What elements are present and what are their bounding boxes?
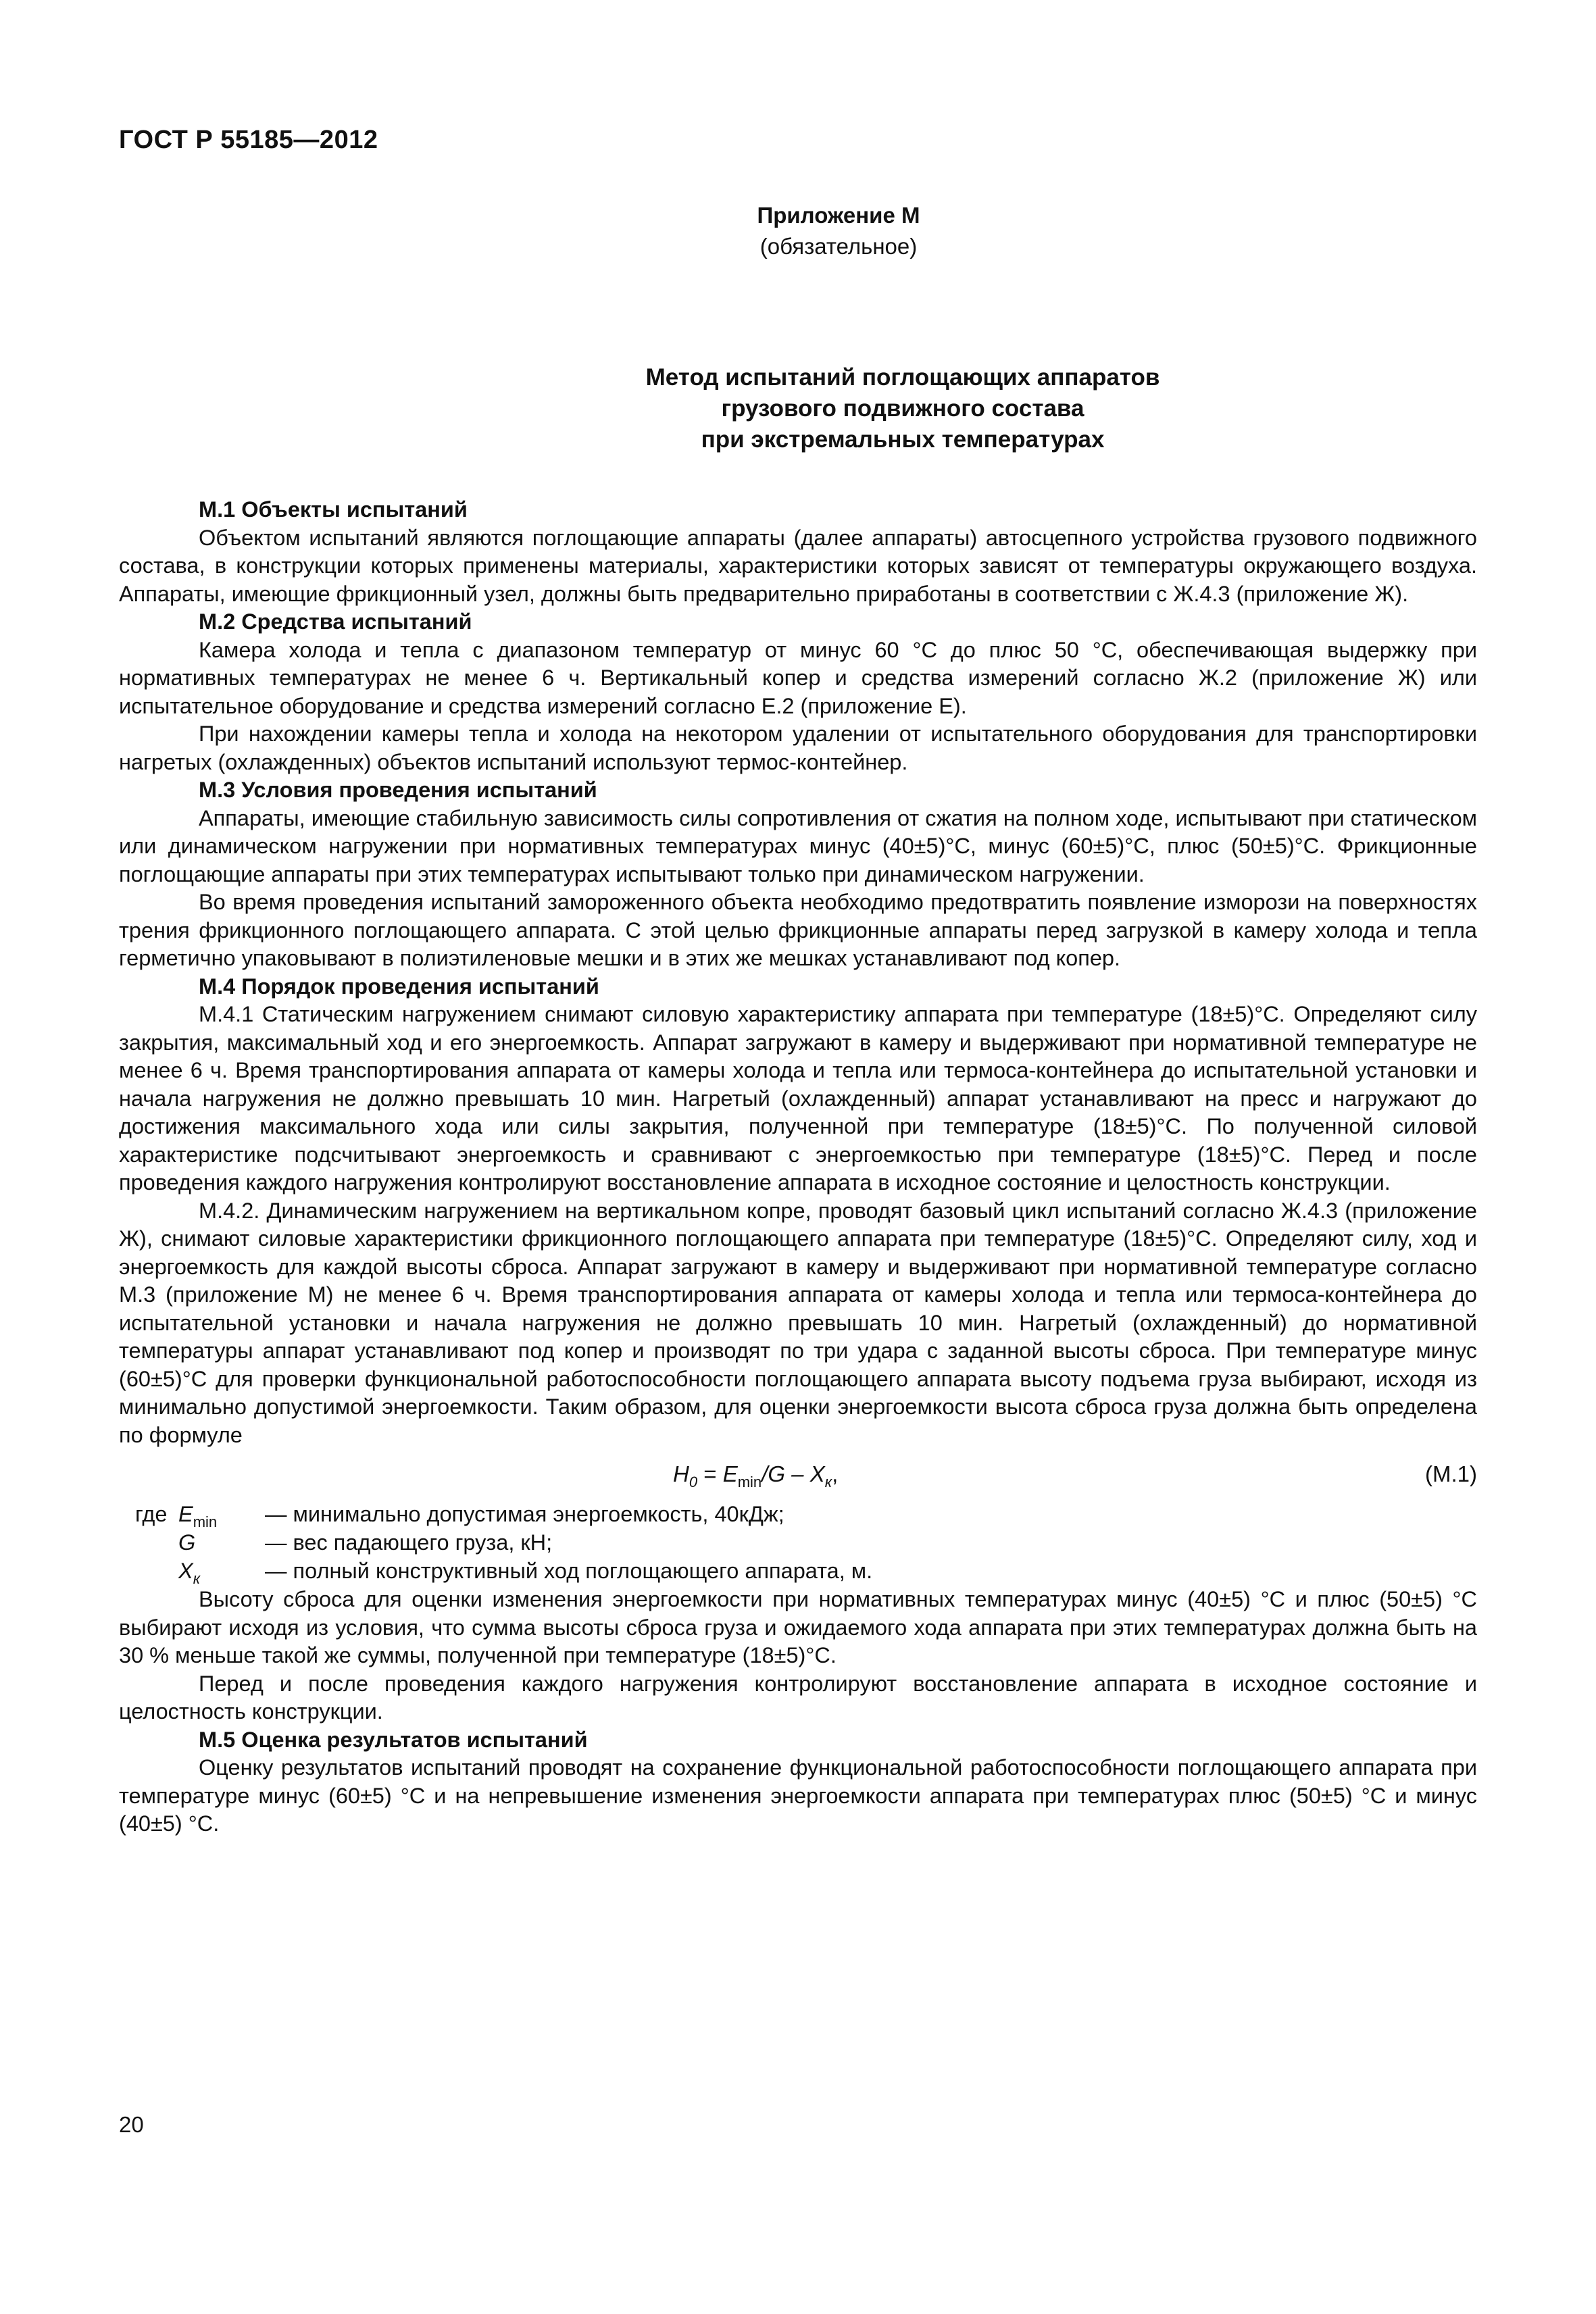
legend-row <box>119 1529 1477 1557</box>
formula-expression <box>673 1460 838 1496</box>
document-title-line-1: Метод испытаний поглощающих аппаратов <box>645 364 1160 391</box>
annex-title: Приложение М <box>757 203 920 228</box>
legend-symbol-letter: E <box>178 1502 193 1526</box>
paragraph: Высоту сброса для оценки изменения энергоемкости при нормативных температурах минус (40±5) °С и плюс (50±5) °С выбирают исходя из условия, что сумма высоты сброса груза и ожидаемого хода аппарата при этих температурах должна быть на 30 % меньше такой же суммы, полученной при температуре (18±5)°С. <box>119 1587 1477 1667</box>
legend-symbol-letter: G <box>178 1530 196 1555</box>
annex-block <box>0 200 1596 262</box>
legend-symbol-subscript: к <box>193 1570 201 1587</box>
paragraph: М.4.2. Динамическим нагружением на вертикальном копре, проводят базовый цикл испытаний согласно Ж.4.3 (приложение Ж), снимают силовые характеристики фрикционного поглощающего аппарата при температуре (18±5)°С. Определяют силу, ход и энергоемкость для каждой высоты сброса. Аппарат загружают в камеру и выдерживают при нормативной температуре согласно М.3 (приложение М) не менее 6 ч. Время транспортирования аппарата от камеры холода и тепла или термоса-контейнера до испытательной установки и начала нагружения не должно превышать 10 мин. Нагретый (охлажденный) до нормативной температуры аппарат устанавливают под копер и производят по три удара с заданной высоты сброса. При температуре минус (60±5)°С для проверки функциональной работоспособности поглощающего аппарата высоту подъема груза выбирают, исходя из минимально допустимой энергоемкости. Таким образом, для оценки энергоемкости высота сброса груза должна быть определена по формуле <box>119 1198 1477 1447</box>
page-header-standard-id: ГОСТ Р 55185—2012 <box>119 126 378 154</box>
paragraph: Перед и после проведения каждого нагружения контролируют восстановление аппарата в исходное состояние и целостность конструкции. <box>119 1671 1477 1724</box>
formula-operator: /G – <box>762 1461 810 1486</box>
paragraph: Во время проведения испытаний замороженного объекта необходимо предотвратить появление изморози на поверхностях трения фрикционного поглощающего аппарата. С этой целью фрикционные аппараты перед загрузкой в камеру холода и тепла герметично упаковывают в полиэтиленовые мешки и в этих же мешках устанавливают под копер. <box>119 890 1477 970</box>
formula-operator: = <box>697 1461 723 1486</box>
formula-symbol-e: E <box>722 1461 738 1486</box>
formula-m1 <box>119 1457 1477 1499</box>
legend-symbol-subscript: min <box>193 1513 218 1530</box>
legend-description: — минимально допустимая энергоемкость, 40кДж; <box>265 1502 784 1526</box>
section-heading-m5: М.5 Оценка результатов испытаний <box>199 1727 588 1752</box>
legend-description: — полный конструктивный ход поглощающего аппарата, м. <box>265 1559 873 1583</box>
formula-subscript: 0 <box>689 1474 698 1490</box>
document-title <box>0 362 1596 455</box>
paragraph: Камера холода и тепла с диапазоном температур от минус 60 °С до плюс 50 °С, обеспечивающая выдержку при нормативных температурах не менее 6 ч. Вертикальный копер и средства измерений согласно Ж.2 (приложение Ж) или испытательное оборудование и средства измерений согласно Е.2 (приложение Е). <box>119 637 1477 718</box>
formula-subscript: к <box>824 1474 832 1490</box>
legend-row <box>119 1501 1477 1529</box>
formula-subscript: min <box>737 1474 762 1490</box>
legend-symbol-letter: X <box>178 1559 193 1583</box>
section-heading-m4: М.4 Порядок проведения испытаний <box>199 974 599 999</box>
formula-punctuation: , <box>832 1461 839 1486</box>
paragraph: При нахождении камеры тепла и холода на некотором удалении от испытательного оборудования для транспортировки нагретых (охлажденных) объектов испытаний используют термос-контейнер. <box>119 722 1477 774</box>
annex-status: (обязательное) <box>759 234 918 259</box>
document-title-line-3: при экстремальных температурах <box>701 426 1105 453</box>
document-title-line-2: грузового подвижного состава <box>721 395 1084 422</box>
page-number: 20 <box>119 2112 144 2137</box>
paragraph: Оценку результатов испытаний проводят на сохранение функциональной работоспособности поглощающего аппарата при температуре минус (60±5) °С и на непревышение изменения энергоемкости аппарата при температурах плюс (50±5) °С и минус (40±5) °С. <box>119 1755 1477 1836</box>
paragraph: Объектом испытаний являются поглощающие аппараты (далее аппараты) автосцепного устройства грузового подвижного состава, в конструкции которых применены материалы, характеристики которых зависят от температуры окружающего воздуха. Аппараты, имеющие фрикционный узел, должны быть предварительно приработаны в соответствии с Ж.4.3 (приложение Ж). <box>119 525 1477 606</box>
legend-symbol <box>178 1557 200 1593</box>
section-heading-m2: М.2 Средства испытаний <box>199 609 472 634</box>
paragraph: М.4.1 Статическим нагружением снимают силовую характеристику аппарата при температуре (18±5)°С. Определяют силу закрытия, максимальный ход и его энергоемкость. Аппарат загружают в камеру и выдерживают при нормативной температуре не менее 6 ч. Время транспортирования аппарата от камеры холода и тепла или термоса-контейнера до испытательной установки и начала нагружения не должно превышать 10 мин. Нагретый (охлажденный) аппарат устанавливают на пресс и нагружают до достижения максимального хода или силы закрытия, полученной при температуре (18±5)°С. По полученной силовой характеристике подсчитывают энергоемкость и сравнивают с энергоемкостью при температуре (18±5)°С. Перед и после проведения каждого нагружения контролируют восстановление аппарата в исходное состояние и целостность конструкции. <box>119 1002 1477 1194</box>
paragraph: Аппараты, имеющие стабильную зависимость силы сопротивления от сжатия на полном ходе, испытывают при статическом или динамическом нагружении при нормативных температурах минус (40±5)°С, минус (60±5)°С, плюс (50±5)°С. Фрикционные поглощающие аппараты при этих температурах испытывают только при динамическом нагружении. <box>119 805 1477 886</box>
legend-symbol <box>178 1529 195 1557</box>
legend-description: — вес падающего груза, кН; <box>265 1530 553 1555</box>
legend-where: где <box>135 1502 168 1526</box>
document-body <box>119 496 1477 1838</box>
formula-legend <box>119 1501 1477 1586</box>
formula-number: (М.1) <box>1425 1461 1477 1486</box>
section-heading-m3: М.3 Условия проведения испытаний <box>199 778 597 802</box>
legend-row <box>119 1557 1477 1586</box>
formula-symbol-h: H <box>673 1461 689 1486</box>
section-heading-m1: М.1 Объекты испытаний <box>199 497 468 522</box>
formula-symbol-x: X <box>809 1461 825 1486</box>
